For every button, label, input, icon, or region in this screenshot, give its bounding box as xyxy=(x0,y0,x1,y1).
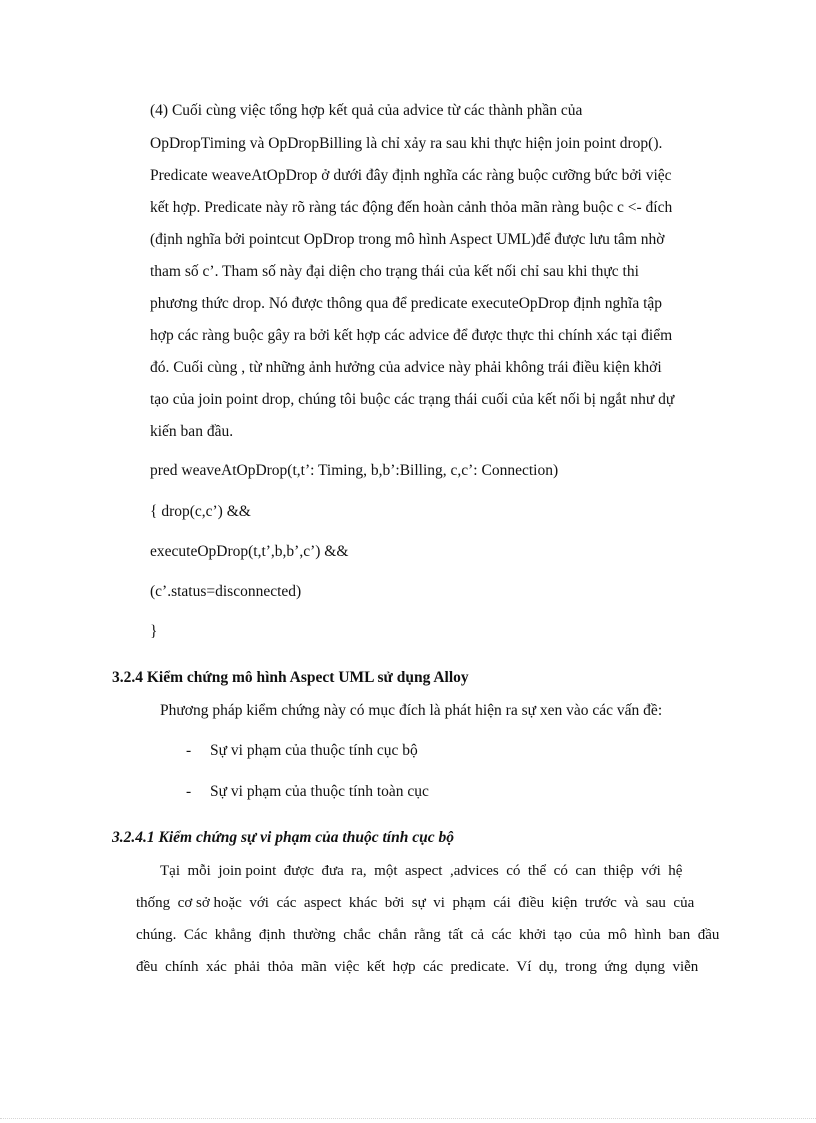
bullet-text: Sự vi phạm của thuộc tính toàn cục xyxy=(210,783,429,800)
paragraph-line: Predicate weaveAtOpDrop ở dưới đây định nghĩa các ràng buộc cưỡng bức bởi việc xyxy=(150,167,672,184)
paragraph-line: phương thức drop. Nó được thông qua để predicate executeOpDrop định nghĩa tập xyxy=(150,295,663,312)
subsection-heading: 3.2.4.1 Kiểm chứng sự vi phạm của thuộc tính cục bộ xyxy=(112,829,454,846)
paragraph-line: hợp các ràng buộc gây ra bởi kết hợp các advice để được thực thi chính xác tại điểm xyxy=(150,327,673,344)
bullet-dash: - xyxy=(186,783,192,800)
paragraph-line: thống cơ sở hoặc với các aspect khác bởi sự vi phạm cái điều kiện trước và sau của xyxy=(136,895,695,911)
paragraph-line: tạo của join point drop, chúng tôi buộc các trạng thái cuối của kết nối bị ngắt như dự xyxy=(150,391,675,408)
intro-line: Phương pháp kiểm chứng này có mục đích là phát hiện ra sự xen vào các vấn đề: xyxy=(160,702,663,719)
section-heading: 3.2.4 Kiểm chứng mô hình Aspect UML sử dụng Alloy xyxy=(112,669,469,686)
code-line: (c’.status=disconnected) xyxy=(150,583,302,600)
paragraph-line: kiến ban đầu. xyxy=(150,423,234,440)
page-bottom-rule xyxy=(0,1118,816,1119)
paragraph-line: (định nghĩa bởi pointcut OpDrop trong mô hình Aspect UML)để được lưu tâm nhờ xyxy=(150,231,665,248)
paragraph-line: tham số c’. Tham số này đại diện cho trạng thái của kết nối chỉ sau khi thực thi xyxy=(150,263,639,280)
bullet-text: Sự vi phạm của thuộc tính cục bộ xyxy=(210,742,418,759)
bullet-dash: - xyxy=(186,742,192,759)
code-line: } xyxy=(150,623,158,640)
paragraph-line: OpDropTiming và OpDropBilling là chỉ xảy ra sau khi thực hiện join point drop(). xyxy=(150,135,663,152)
paragraph-line: kết hợp. Predicate này rõ ràng tác động đến hoàn cảnh thỏa mãn ràng buộc c <- đích xyxy=(150,199,673,216)
code-line: pred weaveAtOpDrop(t,t’: Timing, b,b’:Billing, c,c’: Connection) xyxy=(150,462,559,479)
paragraph-line: (4) Cuối cùng việc tổng hợp kết quả của advice từ các thành phần của xyxy=(150,102,583,119)
paragraph-line: chúng. Các khẳng định thường chắc chắn rằng tất cả các khởi tạo của mô hình ban đầu xyxy=(136,927,720,943)
paragraph-line: đó. Cuối cùng , từ những ảnh hưởng của advice này phải không trái điều kiện khởi xyxy=(150,359,662,376)
code-line: { drop(c,c’) && xyxy=(150,503,251,520)
paragraph-line: đều chính xác phải thỏa mãn việc kết hợp các predicate. Ví dụ, trong ứng dụng viễn xyxy=(136,959,699,975)
paragraph-line: Tại mỗi join point được đưa ra, một aspect ,advices có thể có can thiệp với hệ xyxy=(160,863,683,879)
code-line: executeOpDrop(t,t’,b,b’,c’) && xyxy=(150,543,349,560)
